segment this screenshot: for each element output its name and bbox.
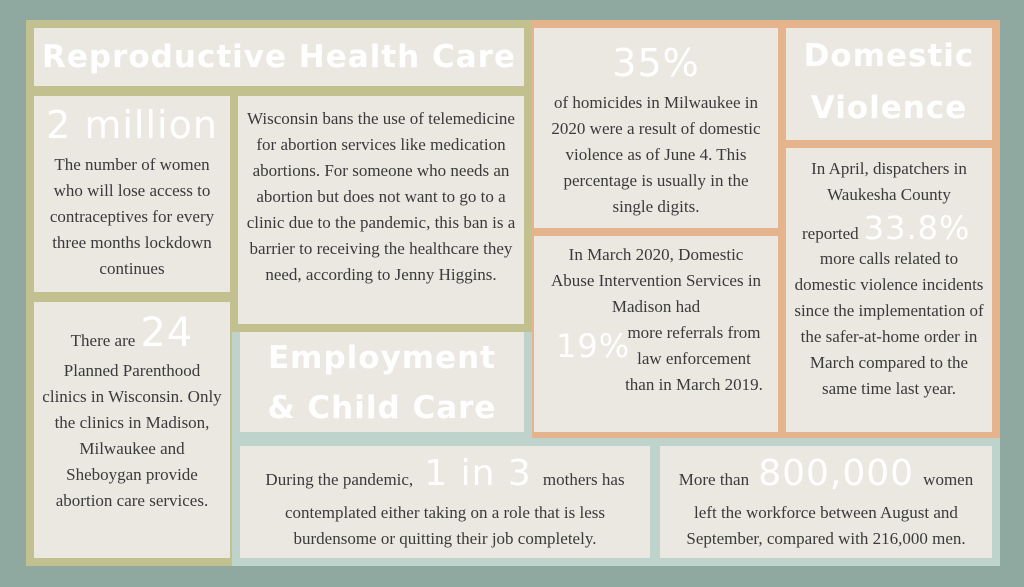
domestic-title-line1: Domestic (803, 38, 975, 74)
mothers-box (240, 446, 650, 558)
two-million-value: 2 million (46, 103, 218, 147)
clinics-value: 24 (140, 310, 194, 356)
dispatchers-pre2: reported (802, 224, 859, 243)
clinics-text: Planned Parenthood clinics in Wisconsin. Only the clinics in Madison, Milwaukee and Sheboygan provide abortion care services. (42, 361, 222, 510)
reproductive-title: Reproductive Health Care (42, 39, 516, 75)
mothers-post: mothers has (542, 470, 625, 489)
mothers-pre: During the pandemic, (265, 470, 414, 489)
women-first-line (660, 450, 992, 498)
women-post: women (923, 470, 974, 489)
dispatchers-box (786, 148, 992, 432)
dispatchers-value: 33.8% (863, 209, 971, 247)
clinics-first-line (34, 308, 230, 358)
telemedicine-text: Wisconsin bans the use of telemedicine for abortion services like medication abortions. For someone who needs an abortion but does not want to go to a clinic due to the pandemic, this ban is a barrier to receiving the healthcare they need, according to Jenny Higgins. (246, 109, 516, 284)
two-million-text: The number of women who will lose access to contraceptives for every three months lockdown continues (49, 155, 215, 278)
referrals-box (534, 236, 778, 432)
employment-title-line1: Employment (267, 340, 496, 376)
mothers-first-line (240, 450, 650, 498)
dispatchers-reported-line (802, 206, 990, 250)
two-million-box (34, 96, 230, 292)
mothers-value: 1 in 3 (424, 453, 532, 494)
dispatchers-text: more calls related to domestic violence incidents since the implementation of the safer-at-home order in March compared to the same time last year. (794, 249, 984, 398)
homicides-box (534, 28, 778, 228)
women-pre: More than (678, 470, 750, 489)
employment-title-box (240, 332, 524, 432)
women-box (660, 446, 992, 558)
telemedicine-box (238, 96, 524, 324)
referrals-value: 19% (556, 327, 631, 365)
referrals-pre: In March 2020, Domestic Abuse Intervention Services in Madison had (550, 245, 762, 316)
homicides-value: 35% (612, 41, 700, 85)
clinics-box (34, 302, 230, 558)
referrals-text: more referrals from law enforcement than in March 2019. (625, 323, 763, 394)
clinics-pre: There are (70, 331, 136, 350)
women-text: left the workforce between August and September, compared with 216,000 men. (686, 503, 966, 548)
employment-title-line2: & Child Care (267, 390, 497, 426)
homicides-text: of homicides in Milwaukee in 2020 were a result of domestic violence as of June 4. This percentage is usually in the single digits. (551, 93, 761, 216)
dispatchers-pre1: In April, dispatchers in Waukesha County (811, 159, 967, 204)
domestic-title-box (786, 28, 992, 140)
domestic-title-line2: Violence (810, 90, 968, 126)
women-value: 800,000 (758, 453, 915, 494)
reproductive-title-box (34, 28, 524, 86)
mothers-text: contemplated either taking on a role that is less burdensome or quitting their job completely. (284, 503, 606, 548)
